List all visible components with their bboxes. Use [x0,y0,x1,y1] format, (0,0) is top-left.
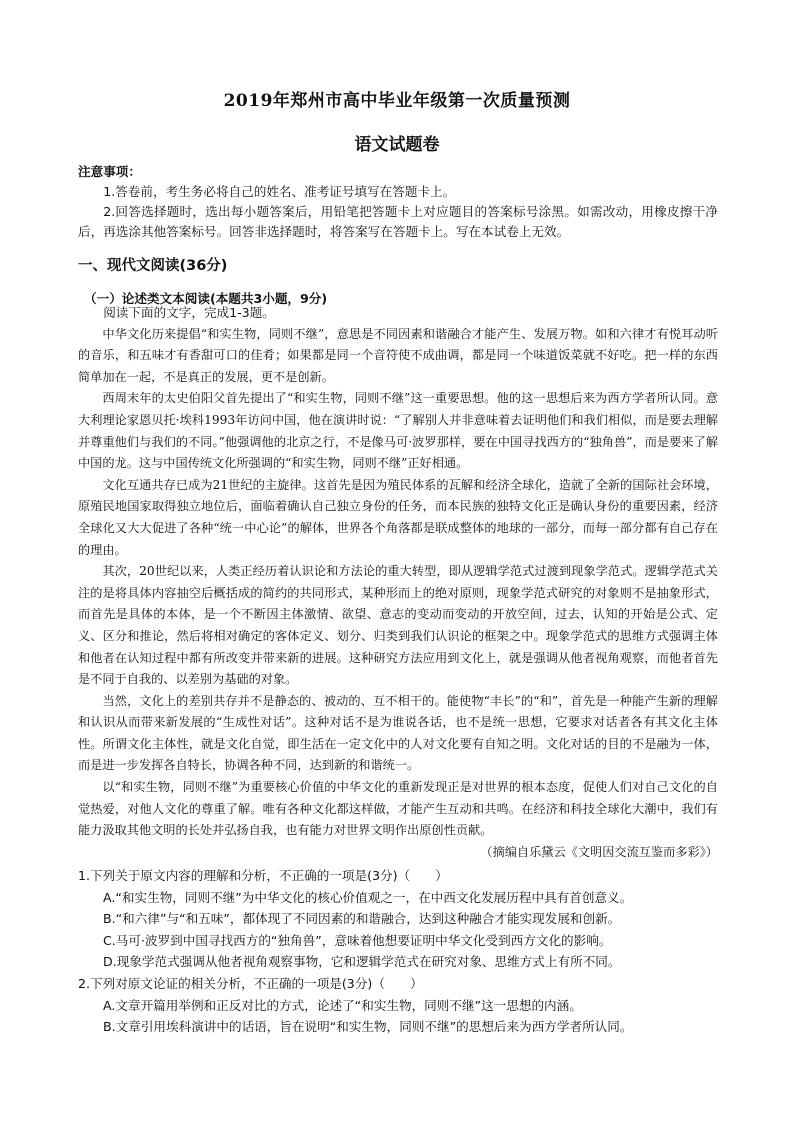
question-option: D.现象学范式强调从他者视角观察事物，它和逻辑学范式在研究对象、思维方式上有所不同。 [103,954,621,970]
passage-paragraph: 当然，文化上的差别共存并不是静态的、被动的、互不相干的。能使物“丰长”的“和”，首先是一种能产生新的理解和认识从而带来新发展的“生成性对话”。这种对话不是为谁说各话，也不是统一思想，它要求对话者各有其文化主体性。所谓文化主体性，就是文化自觉，即生活在一定文化中的人对文化要有自知之明。文化对话的目的不是融为一体，而是进一步发挥各自特长，协调各种不同，达到新的和谐统一。 [78,693,718,773]
question-stem: 1.下列关于原文内容的理解和分析，不正确的一项是(3分)（ ） [78,868,448,883]
question-option: B.文章引用埃科演讲中的话语，旨在说明“和实生物，同则不继”的思想后来为西方学者所认同。 [103,1019,633,1035]
question-stem: 2.下列对原文论证的相关分析，不正确的一项是(3分)（ ） [78,975,423,991]
question-option: A.文章开篇用举例和正反对比的方式，论述了“和实生物，同则不继”这一思想的内涵。 [103,997,582,1013]
notice-item-2: 2.回答选择题时，选出每小题答案后，用铅笔把答题卡上对应题目的答案标号涂黑。如需改动，用橡皮擦干净后，再选涂其他答案标号。回答非选择题时，将答案写在答题卡上。写在本试卷上无效。 [78,204,718,239]
passage-paragraph: 以“和实生物，同则不继”为重要核心价值的中华文化的重新发现正是对世界的根本态度，促使人们对自己文化的自觉热爱，对他人文化的尊重了解。唯有各种文化都这样做，才能产生互动和共鸣。在经济和科技全球化大潮中，我们有能力汲取其他文明的长处并弘扬自我，也有能力对世界文明作出原创性贡献。 [78,780,718,838]
question-option: C.马可·波罗到中国寻找西方的“独角兽”，意味着他想要证明中华文化受到西方文化的影响。 [103,932,612,948]
subsection-heading: （一）论述类文本阅读(本题共3小题，9分) [84,291,328,306]
notice-block [78,162,718,242]
passage-paragraph: 其次，20世纪以来，人类正经历着认识论和方法论的重大转型，即从逻辑学范式过渡到现象学范式。逻辑学范式关注的是将具体内容抽空后概括成的简约的共同形式，某种形而上的绝对原则，现象学范式研究的对象则不是抽象形式，而首先是具体的本体，是一个不断因主体激情、欲望、意志的变动而变动的开放空间，过去，认知的开始是公式、定义、区分和推论，然后将相对确定的客体定义、划分、归类到我们认识论的框架之中。现象学范式的思维方式强调主体和他者在认知过程中都有所改变并带来新的进展。这种研究方法应用到文化上，就是强调从他者视角观察，而他者首先是不同于自我的、以差别为基础的对象。 [78,564,718,687]
passage-source: （摘编自乐黛云《文明因交流互鉴而多彩》） [480,844,718,859]
notice-heading: 注意事项： [78,164,141,179]
question-option: A.“和实生物，同则不继”为中华文化的核心价值观之一，在中西文化发展历程中具有首创意义。 [103,889,633,905]
passage-instruction: 阅读下面的文字，完成1-3题。 [103,305,275,320]
question-block [78,865,718,1038]
section-heading: 一、现代文阅读(36分) [78,258,228,274]
passage-paragraph: 中华文化历来提倡“和实生物，同则不继”，意思是不同因素和谐融合才能产生、发展万物。如和六律才有悦耳动听的音乐，和五味才有香甜可口的佳肴；如果都是同一个音符使不成曲调，都是同一个味道饭菜就不好吃。把一样的东西简单加在一起，不是真正的发展，更不是创新。 [78,326,718,384]
exam-title: 2019年郑州市高中毕业年级第一次质量预测 [223,91,571,111]
exam-subtitle: 语文试题卷 [354,135,440,155]
passage-paragraph: 西周末年的太史伯阳父首先提出了“和实生物，同则不继”这一重要思想。他的这一思想后来为西方学者所认同。意大利理论家恩贝托·埃科1993年访问中国，他在演讲时说：“了解别人并非意味着去证明他们和我们相似，而是要去理解并尊重他们与我们的不同。”他强调他的北京之行，不是像马可·波罗那样，要在中国寻找西方的“独角兽”，而是要来了解中国的龙。这与中国传统文化所强调的“和实生物，同则不继”正好相通。 [78,391,718,471]
question-option: B.“和六律”与“和五味”，都体现了不同因素的和谐融合，达到这种融合才能实现发展和创新。 [103,911,621,927]
passage-paragraph: 文化互通共存已成为21世纪的主旋律。这首先是因为殖民体系的瓦解和经济全球化，造就了全新的国际社会环境，原殖民地国家取得独立地位后，面临着确认自己独立身份的任务，而本民族的独特文化正是确认身份的重要因素，经济全球化又大大促进了各种“统一中心论”的解体，世界各个角落都是联成整体的地球的一部分，而每一部分都有自己存在的理由。 [78,477,718,557]
reading-passage [78,302,718,863]
notice-item-1: 1.答卷前，考生务必将自己的姓名、准考证号填写在答题卡上。 [103,184,456,199]
